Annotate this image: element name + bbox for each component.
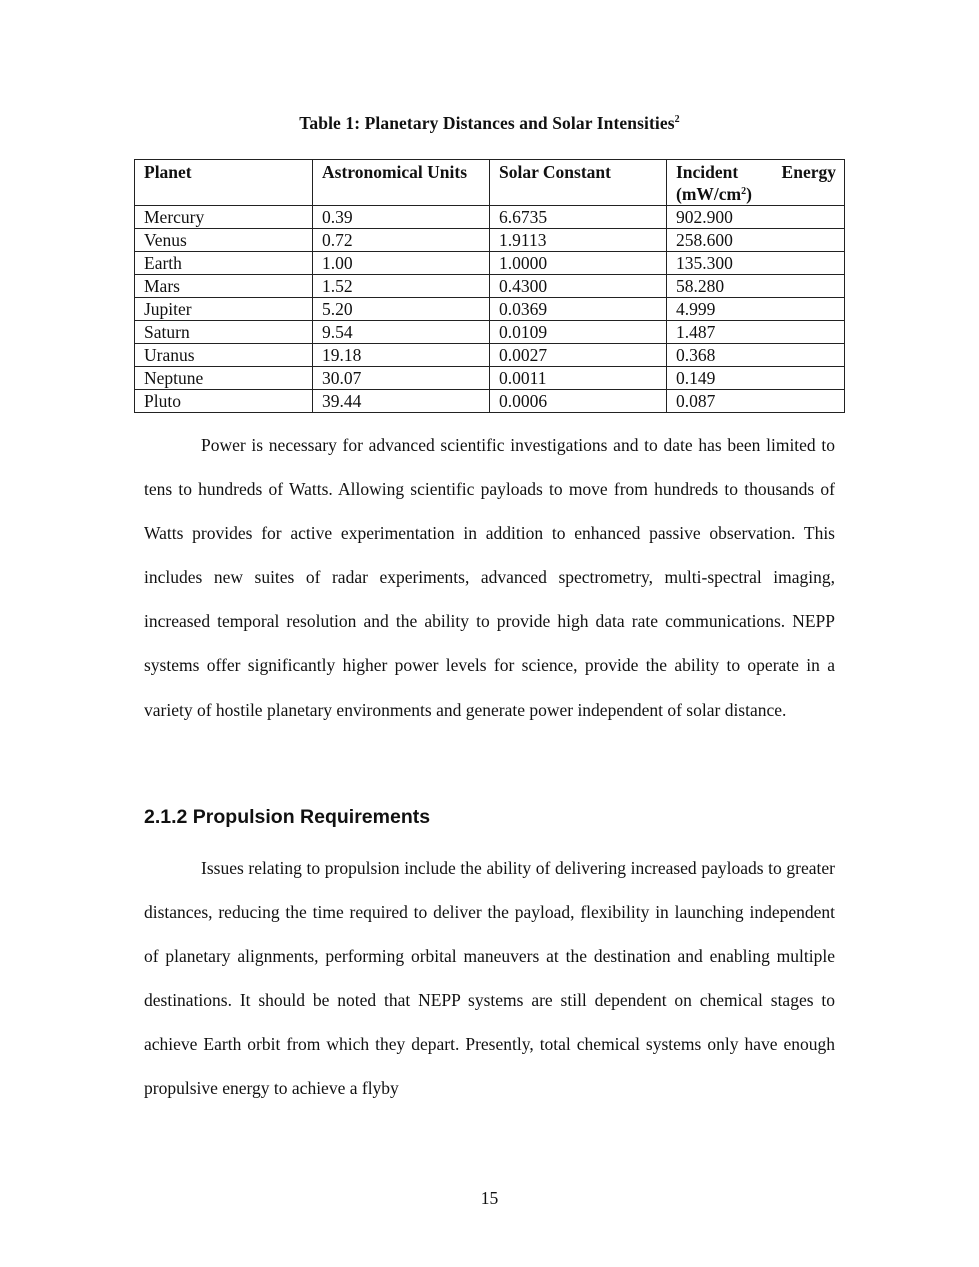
section-heading: 2.1.2 Propulsion Requirements [144, 806, 431, 828]
cell-au: 0.39 [313, 206, 490, 229]
cell-au: 1.00 [313, 252, 490, 275]
table-row [135, 390, 845, 413]
table-row [135, 229, 845, 252]
header-energy-unit: (mW/cm [676, 184, 742, 204]
header-energy-word2: Energy [781, 162, 836, 182]
cell-solar-constant: 6.6735 [490, 206, 667, 229]
cell-energy: 0.368 [667, 344, 845, 367]
cell-planet: Jupiter [135, 298, 313, 321]
cell-energy: 902.900 [667, 206, 845, 229]
table-caption-text: Table 1: Planetary Distances and Solar Intensities [299, 113, 675, 133]
header-solar-constant: Solar Constant [490, 160, 667, 206]
cell-planet: Earth [135, 252, 313, 275]
cell-solar-constant: 1.0000 [490, 252, 667, 275]
table-row [135, 367, 845, 390]
cell-au: 5.20 [313, 298, 490, 321]
cell-au: 19.18 [313, 344, 490, 367]
header-energy-unit-close: ) [746, 184, 752, 204]
cell-solar-constant: 0.0011 [490, 367, 667, 390]
cell-planet: Venus [135, 229, 313, 252]
cell-planet: Mars [135, 275, 313, 298]
cell-planet: Neptune [135, 367, 313, 390]
paragraph-power: Power is necessary for advanced scientific investigations and to date has been limited to tens to hundreds of Watts. Allowing scientific payloads to move from hundreds to thousands of Watts provides for active experimentation in addition to enhanced passive observation. This includes new suites of radar experiments, advanced spectrometry, multi-spectral imaging, increased temporal resolution and the ability to provide high data rate communications. NEPP systems offer significantly higher power levels for science, provide the ability to operate in a variety of hostile planetary environments and generate power independent of solar distance. [144, 435, 835, 720]
cell-energy: 4.999 [667, 298, 845, 321]
paragraph-propulsion: Issues relating to propulsion include the ability of delivering increased payloads to greater distances, reducing the time required to deliver the payload, flexibility in launching independent of planetary alignments, performing orbital maneuvers at the destination and enabling multiple destinations. It should be noted that NEPP systems are still dependent on chemical stages to achieve Earth orbit from which they depart. Presently, total chemical systems only have enough propulsive energy to achieve a flyby [144, 858, 835, 1099]
header-incident-energy [667, 160, 845, 206]
cell-energy: 58.280 [667, 275, 845, 298]
table-row [135, 321, 845, 344]
cell-planet: Saturn [135, 321, 313, 344]
table-row [135, 298, 845, 321]
header-planet: Planet [135, 160, 313, 206]
table-row [135, 206, 845, 229]
cell-planet: Pluto [135, 390, 313, 413]
header-energy-unit-exponent: 2 [741, 186, 747, 197]
cell-energy: 0.087 [667, 390, 845, 413]
cell-au: 0.72 [313, 229, 490, 252]
cell-au: 39.44 [313, 390, 490, 413]
table-caption [0, 113, 979, 134]
header-energy-word1: Incident [676, 162, 739, 182]
cell-energy: 0.149 [667, 367, 845, 390]
table-caption-footnote-ref: 2 [674, 114, 680, 125]
cell-energy: 1.487 [667, 321, 845, 344]
planetary-distances-table [134, 159, 845, 413]
cell-solar-constant: 0.0027 [490, 344, 667, 367]
cell-solar-constant: 0.0369 [490, 298, 667, 321]
cell-energy: 135.300 [667, 252, 845, 275]
table-row [135, 252, 845, 275]
cell-solar-constant: 0.0109 [490, 321, 667, 344]
page-number: 15 [480, 1188, 499, 1208]
table-header-row [135, 160, 845, 206]
cell-planet: Mercury [135, 206, 313, 229]
cell-solar-constant: 0.4300 [490, 275, 667, 298]
cell-au: 9.54 [313, 321, 490, 344]
cell-solar-constant: 1.9113 [490, 229, 667, 252]
cell-energy: 258.600 [667, 229, 845, 252]
table-body [135, 206, 845, 413]
cell-au: 30.07 [313, 367, 490, 390]
header-astronomical-units: Astronomical Units [313, 160, 490, 206]
cell-solar-constant: 0.0006 [490, 390, 667, 413]
table-row [135, 275, 845, 298]
cell-planet: Uranus [135, 344, 313, 367]
cell-au: 1.52 [313, 275, 490, 298]
table-row [135, 344, 845, 367]
